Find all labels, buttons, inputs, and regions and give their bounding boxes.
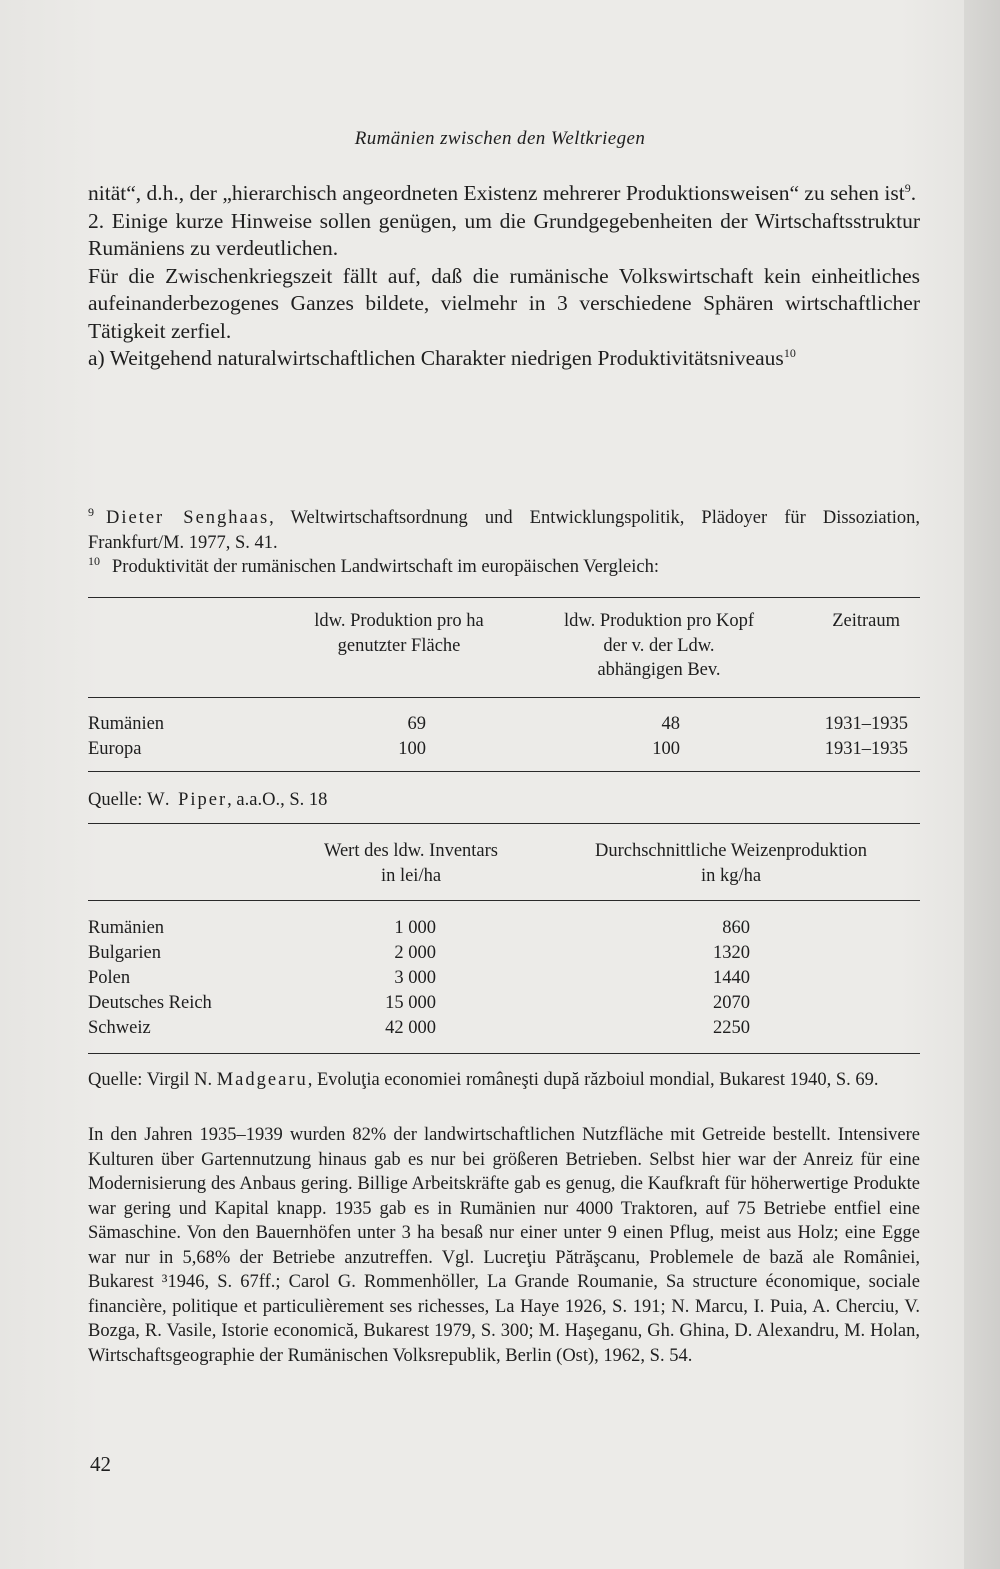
closing-paragraph: In den Jahren 1935–1939 wurden 82% der landwirtschaftlichen Nutzfläche mit Getreide bestellt. Intensivere Kulturen über Gartennutzung hinaus gab es nur bei größeren Betrieben. Selbst hier war der Anreiz für eine Modernisierung des Anbaus gering. Billige Arbeitskräfte gab es genug, die Kaufkraft für höherwertige Produkte war gering und Kapital knapp. 1935 gab es in Rumänien nur 4000 Traktoren, auf 75 Betriebe entfiel eine Sämaschine. Von den Bauernhöfen unter 3 ha besaß nur einer unter 9 einen Pflug, meist aus Holz; eine Egge war nur in 5,68% der Betriebe anzutreffen. Vgl. Lucreţiu Pătrăşcanu, Problemele de bază ale României, Bukarest ³1946, S. 67ff.; Carol G. Rommenhöller, La Grande Roumanie, Sa structure économique, sociale financière, politique et particulièrement ses richesses, La Haye 1926, S. 191; N. Marcu, I. Puia, A. Cherciu, V. Bozga, R. Vasile, Istorie economică, Bukarest 1979, S. 300; M. Haşeganu, Gh. Ghina, D. Alexandru, M. Holan, Wirtschaftsgeographie der Rumänischen Volksrepublik, Berlin (Ost), 1962, S. 54. xyxy=(88,1125,920,1366)
table1-source: Quelle: W. Piper, a.a.O., S. 18 xyxy=(88,790,328,810)
table2-row-country: Polen xyxy=(88,968,131,988)
table1-cell-per-ha: 100 xyxy=(398,739,426,759)
table2-cell-wheat: 2070 xyxy=(713,993,750,1013)
table1-top-rule xyxy=(88,597,920,598)
table2-cell-wheat: 1320 xyxy=(713,943,750,963)
table2-cell-wheat: 860 xyxy=(722,918,750,938)
footnote-ref-10: 10 xyxy=(783,346,796,360)
table1-row-country: Europa xyxy=(88,739,142,759)
table1-row-country: Rumänien xyxy=(88,714,165,734)
table1-header-per-ha: ldw. Produktion pro ha genutzter Fläche xyxy=(314,611,484,656)
table2-cell-value: 42 000 xyxy=(385,1018,436,1038)
table2-cell-value: 15 000 xyxy=(385,993,436,1013)
paragraph-3: Für die Zwischenkriegszeit fällt auf, daß die rumänische Volkswirtschaft kein einheitliches aufeinanderbezogenes Ganzes bildete, vielmehr in 3 verschiedene Sphären wirtschaftlicher Tätigkeit zerfiel. xyxy=(88,263,920,343)
table2-cell-value: 3 000 xyxy=(394,968,436,988)
table1-cell-per-ha: 69 xyxy=(407,714,426,734)
table1-cell-per-head: 100 xyxy=(652,739,680,759)
footnote-10 xyxy=(88,555,920,580)
footnote-9-text: , Weltwirtschaftsordnung und Entwicklungspolitik, Plädoyer für Dissoziation, Frankfurt/M. 1977, S. 41. xyxy=(88,508,920,553)
footnote-9-number: 9 xyxy=(88,505,94,519)
table2-row-country: Deutsches Reich xyxy=(88,993,212,1013)
table2-row-country: Schweiz xyxy=(88,1018,151,1038)
table2-cell-value: 2 000 xyxy=(394,943,436,963)
table1-bottom-rule xyxy=(88,771,920,772)
paragraph-2: 2. Einige kurze Hinweise sollen genügen, um die Grundgegebenheiten der Wirtschaftsstruktur Rumäniens zu verdeutlichen. xyxy=(88,208,920,260)
table2-cell-wheat: 2250 xyxy=(713,1018,750,1038)
table1-header-rule xyxy=(88,697,920,698)
table2-row-country: Rumänien xyxy=(88,918,165,938)
table1-header-period: Zeitraum xyxy=(832,611,900,631)
footnote-ref-9: 9 xyxy=(904,181,911,195)
table2-row-country: Bulgarien xyxy=(88,943,161,963)
footnote-9 xyxy=(88,506,920,555)
table2-cell-value: 1 000 xyxy=(394,918,436,938)
running-head: Rumänien zwischen den Weltkriegen xyxy=(354,128,646,149)
table2-top-rule xyxy=(88,823,920,824)
book-spine-shadow xyxy=(964,0,1000,1569)
table1-cell-period: 1931–1935 xyxy=(824,714,908,734)
footnote-10-number: 10 xyxy=(88,554,100,568)
page-number: 42 xyxy=(90,1452,111,1476)
table2-cell-wheat: 1440 xyxy=(713,968,750,988)
paragraph-1: nität“, d.h., der „hierarchisch angeordneten Existenz mehrerer Produktionsweisen“ zu sehen ist$^9$. xyxy=(88,181,917,205)
footnote-10-text: Produktivität der rumänischen Landwirtschaft im europäischen Vergleich: xyxy=(112,557,659,577)
table2-header-rule xyxy=(88,900,920,901)
table2-source: Quelle: Virgil N. Madgearu, Evoluţia economiei româneşti după războiul mondial, Bukarest 1940, S. 69. xyxy=(88,1070,879,1090)
footnote-9-author: Dieter Senghaas xyxy=(106,508,270,528)
table1-cell-period: 1931–1935 xyxy=(824,739,908,759)
table1-cell-per-head: 48 xyxy=(661,714,680,734)
table2-header-inventory: Wert des ldw. Inventars in lei/ha xyxy=(323,841,499,886)
paragraph-4: a) Weitgehend naturalwirtschaftlichen Charakter niedrigen Produktivitätsniveaus$^{10}$ xyxy=(88,346,796,370)
main-text xyxy=(88,180,920,373)
table2-bottom-rule xyxy=(88,1053,920,1054)
table2-header-wheat: Durchschnittliche Weizenproduktion in kg/ha xyxy=(595,841,867,886)
table1-header-per-head: ldw. Produktion pro Kopf der v. der Ldw. abhängigen Bev. xyxy=(564,611,754,680)
